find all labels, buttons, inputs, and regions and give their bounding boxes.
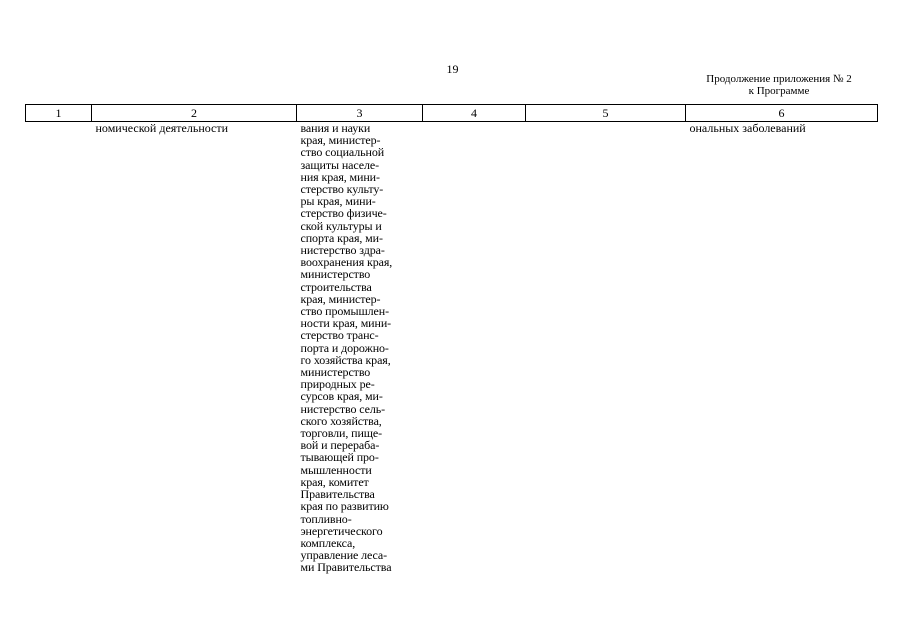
cell-col6: ональных заболеваний xyxy=(689,121,806,135)
table-header-row xyxy=(26,105,878,122)
cell-col1 xyxy=(26,122,92,574)
column-header-3: 3 xyxy=(297,105,423,122)
column-header-6: 6 xyxy=(686,105,878,122)
page-number: 19 xyxy=(446,62,459,76)
column-header-5: 5 xyxy=(526,105,686,122)
column-header-1: 1 xyxy=(26,105,92,122)
appendix-note-line2: к Программе xyxy=(748,85,810,97)
cell-col4 xyxy=(423,122,526,574)
cell-col3: вания и науки края, министер- ство социальной защиты населе- ния края, мини- стерство культу- ры края, мини- стерство физиче- ской культуры и спорта края, ми- нистерство здра- воохранения края, министерство строительства края, министер- ство промышлен- ности края, мини- стерство транс- порта и дорожно- го хозяйства края, министерство природных ре- сурсов края, ми- нистерство сель- ского хозяйства, торговли, пище- вой и перераба- тывающей про- мышленности края, комитет Правительства края по развитию топливно- энергетического комплекса, управление леса- ми Правительства xyxy=(300,121,393,575)
cell-col2: номической деятельности xyxy=(95,121,229,135)
column-header-4: 4 xyxy=(423,105,526,122)
appendix-note-line1: Продолжение приложения № 2 xyxy=(706,73,852,85)
table-row xyxy=(26,122,878,574)
program-table xyxy=(25,104,878,574)
column-header-2: 2 xyxy=(92,105,297,122)
cell-col5 xyxy=(526,122,686,574)
appendix-note xyxy=(689,73,869,97)
